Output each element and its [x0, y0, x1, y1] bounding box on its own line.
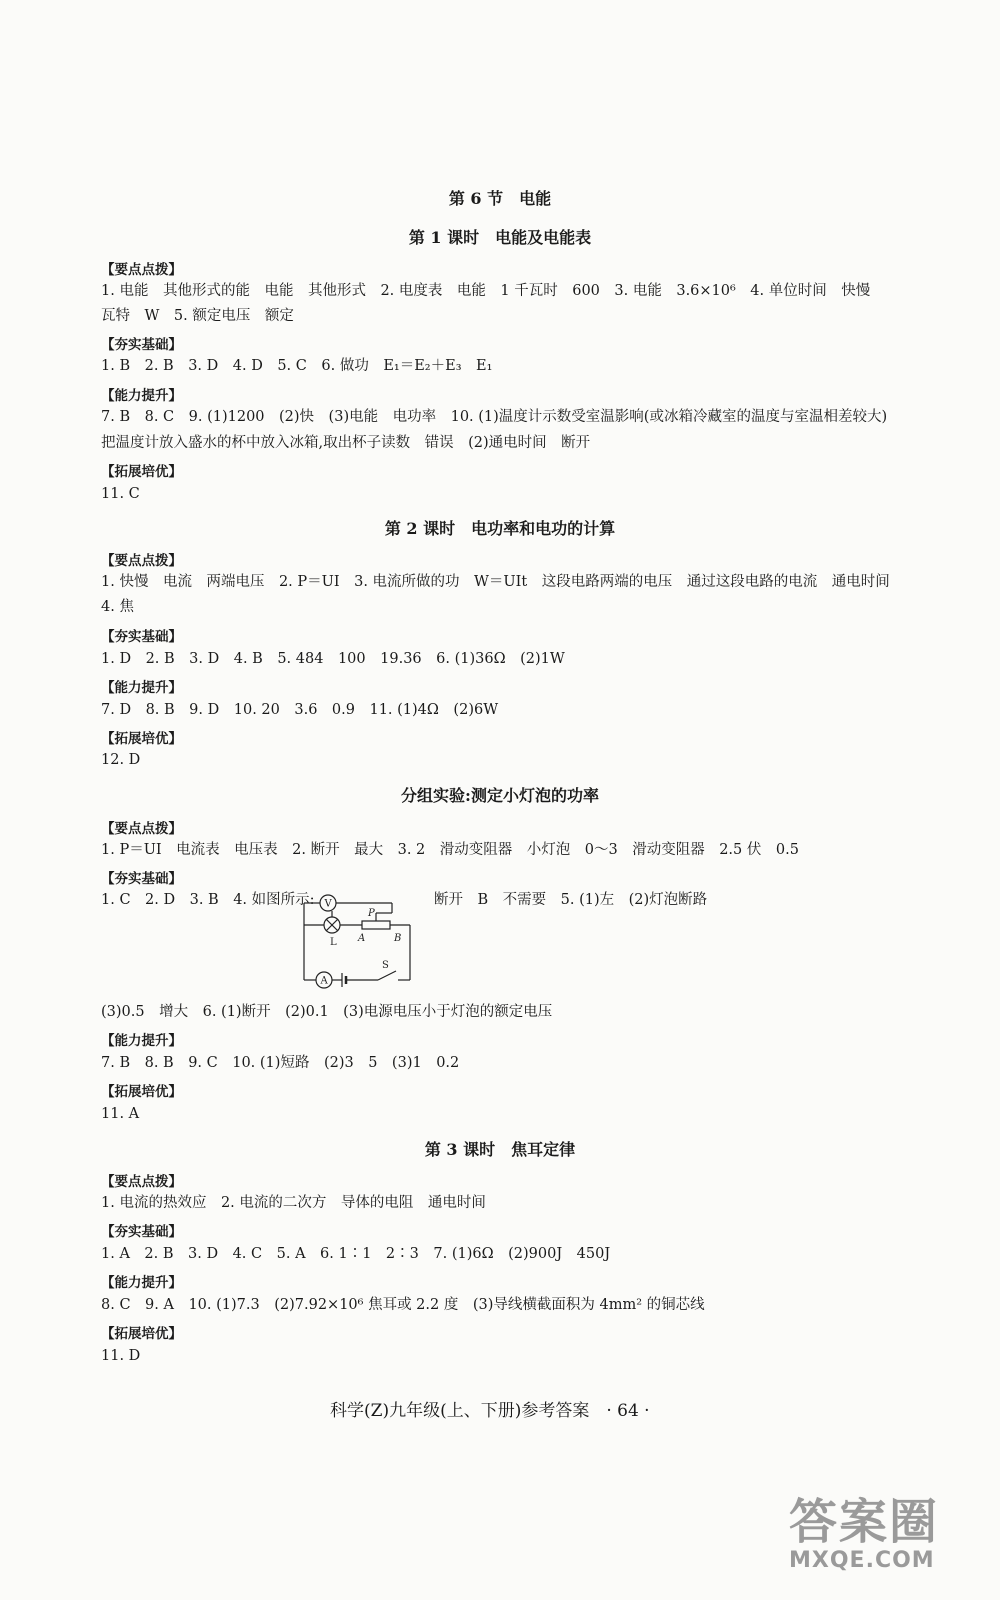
experiment-basics-line1-part1: 1. C 2. D 3. B 4. 如图所示:: [101, 892, 315, 908]
lesson2-extension-label: 【拓展培优】: [101, 731, 182, 747]
experiment-basics-line1-part2: 断开 B 不需要 5. (1)左 (2)灯泡断路: [434, 892, 708, 908]
lesson3-title: 第 3 课时 焦耳定律: [424, 1140, 576, 1159]
rheostat-icon: [362, 921, 390, 929]
lesson3-basics-label: 【夯实基础】: [101, 1224, 182, 1240]
section-title: 第 6 节 电能: [448, 189, 552, 208]
rheostat-end-a-label: A: [358, 933, 366, 944]
lesson1-basics-label: 【夯实基础】: [101, 337, 182, 353]
experiment-ability-label: 【能力提升】: [101, 1033, 182, 1049]
lesson2-ability-line1: 7. D 8. B 9. D 10. 20 3.6 0.9 11. (1)4Ω (2)6W: [101, 702, 499, 718]
lesson1-key-points-line1: 1. 电能 其他形式的能 电能 其他形式 2. 电度表 电能 1 千瓦时 600 3. 电能 3.6×10⁶ 4. 单位时间 快慢: [101, 283, 871, 299]
lesson3-ability-label: 【能力提升】: [101, 1275, 182, 1291]
experiment-key-points-label: 【要点点拨】: [101, 821, 182, 837]
lesson2-basics-line1: 1. D 2. B 3. D 4. B 5. 484 100 19.36 6. (1)36Ω (2)1W: [101, 651, 565, 667]
experiment-ability-line1: 7. B 8. B 9. C 10. (1)短路 (2)3 5 (3)1 0.2: [101, 1055, 460, 1071]
lesson1-key-points-label: 【要点点拨】: [101, 262, 182, 278]
watermark-logo-top: 答案圈: [789, 1494, 940, 1550]
lesson3-key-points-label: 【要点点拨】: [101, 1174, 182, 1190]
lesson3-ability-line1: 8. C 9. A 10. (1)7.3 (2)7.92×10⁶ 焦耳或 2.2 度 (3)导线横截面积为 4mm² 的铜芯线: [101, 1297, 705, 1313]
rheostat-end-b-label: B: [394, 933, 402, 944]
experiment-title: 分组实验:测定小灯泡的功率: [401, 786, 599, 805]
voltmeter-label: V: [324, 898, 332, 910]
lesson2-key-points-line2: 4. 焦: [101, 599, 134, 615]
experiment-basics-label: 【夯实基础】: [101, 871, 182, 887]
lesson1-title: 第 1 课时 电能及电能表: [408, 228, 592, 247]
lesson1-extension-line1: 11. C: [101, 486, 140, 502]
switch-label: S: [382, 960, 389, 971]
switch-icon: [378, 971, 396, 980]
lesson2-title: 第 2 课时 电功率和电功的计算: [384, 519, 616, 538]
lesson1-extension-label: 【拓展培优】: [101, 464, 182, 480]
lesson2-key-points-line1: 1. 快慢 电流 两端电压 2. P＝UI 3. 电流所做的功 W＝UIt 这段电路两端的电压 通过这段电路的电流 通电时间: [101, 574, 890, 590]
watermark-logo-bottom: MXQE.COM: [789, 1548, 935, 1573]
watermark-logo: [789, 1496, 974, 1580]
lesson1-basics-line1: 1. B 2. B 3. D 4. D 5. C 6. 做功 E₁＝E₂＋E₃ E₁: [101, 358, 493, 374]
lesson1-ability-label: 【能力提升】: [101, 388, 182, 404]
page-footer: 科学(Z)九年级(上、下册)参考答案 · 64 ·: [330, 1401, 650, 1421]
lesson3-basics-line1: 1. A 2. B 3. D 4. C 5. A 6. 1∶1 2∶3 7. (1)6Ω (2)900J 450J: [101, 1246, 611, 1262]
lesson1-key-points-line2: 瓦特 W 5. 额定电压 额定: [101, 308, 294, 324]
lesson3-extension-line1: 11. D: [101, 1348, 141, 1364]
ammeter-label: A: [320, 975, 328, 987]
lesson3-extension-label: 【拓展培优】: [101, 1326, 182, 1342]
lesson3-key-points-line1: 1. 电流的热效应 2. 电流的二次方 导体的电阻 通电时间: [101, 1195, 486, 1211]
lesson1-ability-line2: 把温度计放入盛水的杯中放入冰箱,取出杯子读数 错误 (2)通电时间 断开: [101, 435, 591, 451]
lesson2-extension-line1: 12. D: [101, 752, 141, 768]
experiment-key-points-line1: 1. P＝UI 电流表 电压表 2. 断开 最大 3. 2 滑动变阻器 小灯泡 0～3 滑动变阻器 2.5 伏 0.5: [101, 842, 799, 858]
experiment-extension-label: 【拓展培优】: [101, 1084, 182, 1100]
lesson1-ability-line1: 7. B 8. C 9. (1)1200 (2)快 (3)电能 电功率 10. (1)温度计示数受室温影响(或冰箱冷藏室的温度与室温相差较大): [101, 409, 888, 425]
lesson2-ability-label: 【能力提升】: [101, 680, 182, 696]
lesson2-basics-label: 【夯实基础】: [101, 629, 182, 645]
slider-label: P: [368, 908, 375, 919]
lesson2-key-points-label: 【要点点拨】: [101, 553, 182, 569]
experiment-basics-line2: (3)0.5 增大 6. (1)断开 (2)0.1 (3)电源电压小于灯泡的额定电压: [101, 1004, 553, 1020]
experiment-extension-line1: 11. A: [101, 1106, 140, 1122]
circuit-diagram: [302, 885, 422, 990]
lamp-label: L: [330, 937, 337, 948]
